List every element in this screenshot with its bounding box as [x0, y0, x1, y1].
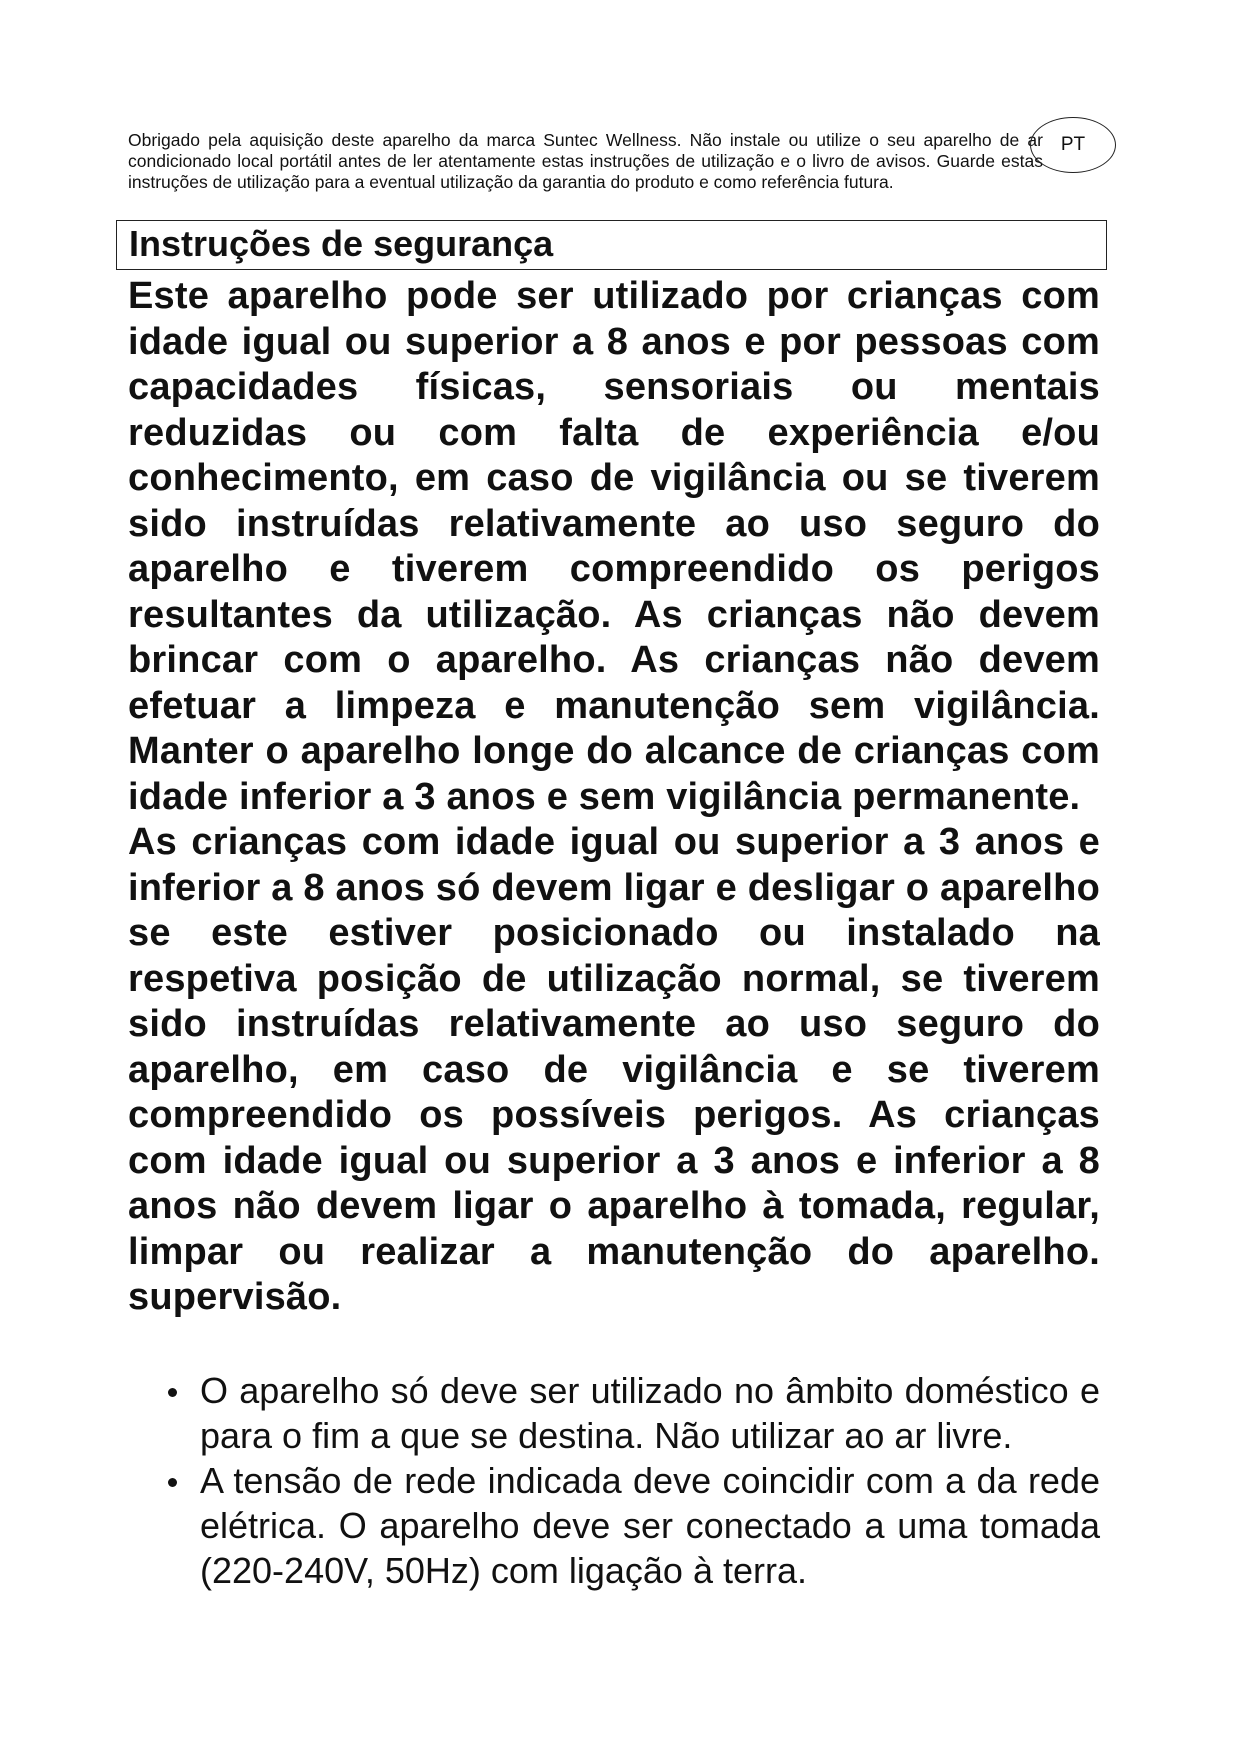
bullet-item	[168, 1458, 1100, 1593]
section-heading: Instruções de segurança	[116, 220, 1107, 270]
safety-bullet-list	[168, 1368, 1100, 1593]
warning-paragraph: As crianças com idade igual ou superior a 3 anos e inferior a 8 anos só devem ligar e desligar o aparelho se este estiver posicionado ou instalado na respetiva posição de utilização normal, se tiverem sido instruídas relativamente ao uso seguro do aparelho, em caso de vigilância e se tiverem compreendido os possíveis perigos. As crianças com idade igual ou superior a 3 anos e inferior a 8 anos não devem ligar o aparelho à tomada, regular, limpar ou realizar a manutenção do aparelho. supervisão.	[128, 821, 1100, 1318]
bullet-icon	[168, 1388, 177, 1397]
language-badge: PT	[1030, 117, 1116, 173]
bullet-item	[168, 1368, 1100, 1458]
safety-warning	[128, 274, 1100, 1321]
bullet-text: A tensão de rede indicada deve coincidir com a da rede elétrica. O aparelho deve ser conectado a uma tomada (220-240V, 50Hz) com ligação à terra.	[200, 1460, 1100, 1591]
warning-paragraph: Este aparelho pode ser utilizado por crianças com idade igual ou superior a 8 anos e por pessoas com capacidades físicas, sensoriais ou mentais reduzidas ou com falta de experiência e/ou conhecimento, em caso de vigilância ou se tiverem sido instruídas relativamente ao uso seguro do aparelho e tiverem compreendido os perigos resultantes da utilização. As crianças não devem brincar com o aparelho. As crianças não devem efetuar a limpeza e manutenção sem vigilância. Manter o aparelho longe do alcance de crianças com idade inferior a 3 anos e sem vigilância permanente.	[128, 275, 1100, 818]
bullet-text: O aparelho só deve ser utilizado no âmbito doméstico e para o fim a que se destina. Não utilizar ao ar livre.	[200, 1370, 1100, 1456]
intro-paragraph: Obrigado pela aquisição deste aparelho da marca Suntec Wellness. Não instale ou utilize o seu aparelho de ar condicionado local portátil antes de ler atentamente estas instruções de utilização e o livro de avisos. Guarde estas instruções de utilização para a eventual utilização da garantia do produto e como referência futura.	[128, 130, 1043, 192]
bullet-icon	[168, 1478, 177, 1487]
